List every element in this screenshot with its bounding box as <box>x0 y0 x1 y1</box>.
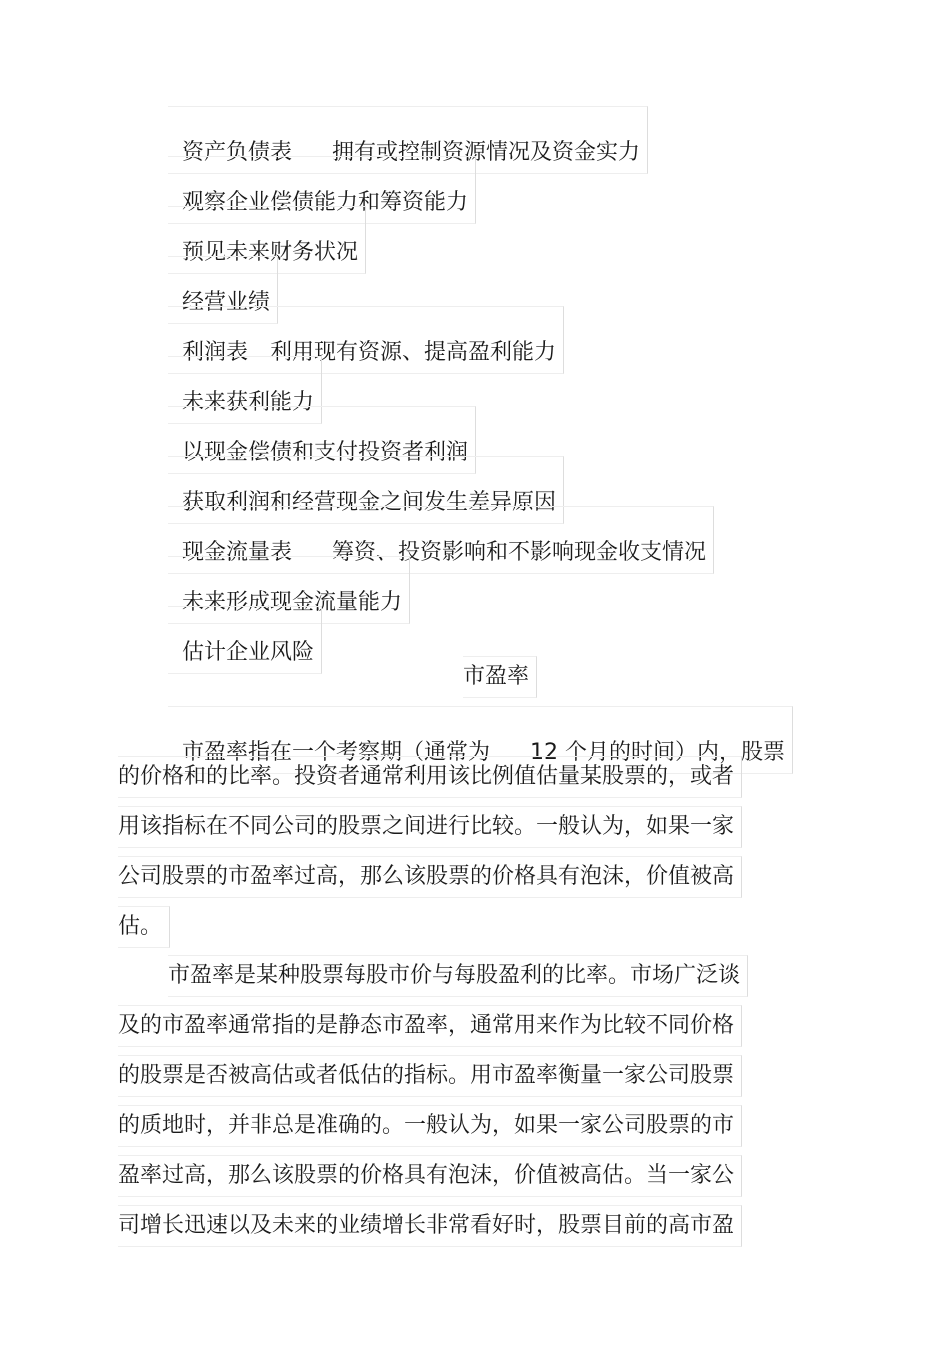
paragraph-2-line-5: 盈率过高，那么该股票的价格具有泡沫，价值被高估。当一家公 <box>118 1163 735 1188</box>
paragraph-2-line-6: 司增长迅速以及未来的业绩增长非常看好时，股票目前的高市盈 <box>118 1213 735 1238</box>
outline-text: 估计企业风险 <box>182 640 315 665</box>
outline-line-3 <box>168 214 358 266</box>
outline-line-2 <box>168 164 468 216</box>
outline-line-9 <box>168 514 706 566</box>
paragraph-2-line-1: 市盈率是某种股票每股市价与每股盈利的比率。市场广泛谈 <box>168 963 741 988</box>
paragraph-text: 12 个月的时间）内，股票 <box>530 740 786 765</box>
paragraph-1-line-2: 的价格和的比率。投资者通常利用该比例值估量某股票的，或者 <box>118 764 735 789</box>
paragraph-2-line-3: 的股票是否被高估或者低估的指标。用市盈率衡量一家公司股票 <box>118 1063 735 1088</box>
outline-text: 以现金偿债和支付投资者利润 <box>182 440 469 465</box>
outline-text: 未来获利能力 <box>182 390 315 415</box>
paragraph-text: 市盈率指在一个考察期（通常为 <box>182 740 491 765</box>
outline-term: 现金流量表 <box>182 540 293 565</box>
outline-line-7 <box>168 414 468 466</box>
paragraph-1-line-1 <box>168 714 785 766</box>
paragraph-1-line-3: 用该指标在不同公司的股票之间进行比较。一般认为，如果一家 <box>118 814 735 839</box>
outline-desc: 利用现有资源、提高盈利能力 <box>270 340 557 365</box>
outline-line-6 <box>168 364 314 416</box>
outline-text: 获取利润和经营现金之间发生差异原因 <box>182 490 557 515</box>
outline-line-5 <box>168 314 556 366</box>
outline-line-4 <box>168 264 270 316</box>
paragraph-2-line-4: 的质地时，并非总是准确的。一般认为，如果一家公司股票的市 <box>118 1113 735 1138</box>
paragraph-1-line-4: 公司股票的市盈率过高，那么该股票的价格具有泡沫，价值被高 <box>118 864 735 889</box>
paragraph-1-line-5: 估。 <box>118 914 163 939</box>
paragraph-2-line-2: 及的市盈率通常指的是静态市盈率，通常用来作为比较不同价格 <box>118 1013 735 1038</box>
outline-line-1 <box>168 114 640 166</box>
outline-line-11 <box>168 614 314 666</box>
section-heading: 市盈率 <box>463 664 530 689</box>
outline-term: 资产负债表 <box>182 140 293 165</box>
outline-text: 预见未来财务状况 <box>182 240 359 265</box>
outline-term: 利润表 <box>182 340 249 365</box>
outline-line-10 <box>168 564 402 616</box>
outline-line-8 <box>168 464 556 516</box>
outline-text: 观察企业偿债能力和筹资能力 <box>182 190 469 215</box>
outline-text: 未来形成现金流量能力 <box>182 590 403 615</box>
outline-text: 经营业绩 <box>182 290 271 315</box>
outline-desc: 拥有或控制资源情况及资金实力 <box>332 140 641 165</box>
outline-desc: 筹资、投资影响和不影响现金收支情况 <box>332 540 707 565</box>
